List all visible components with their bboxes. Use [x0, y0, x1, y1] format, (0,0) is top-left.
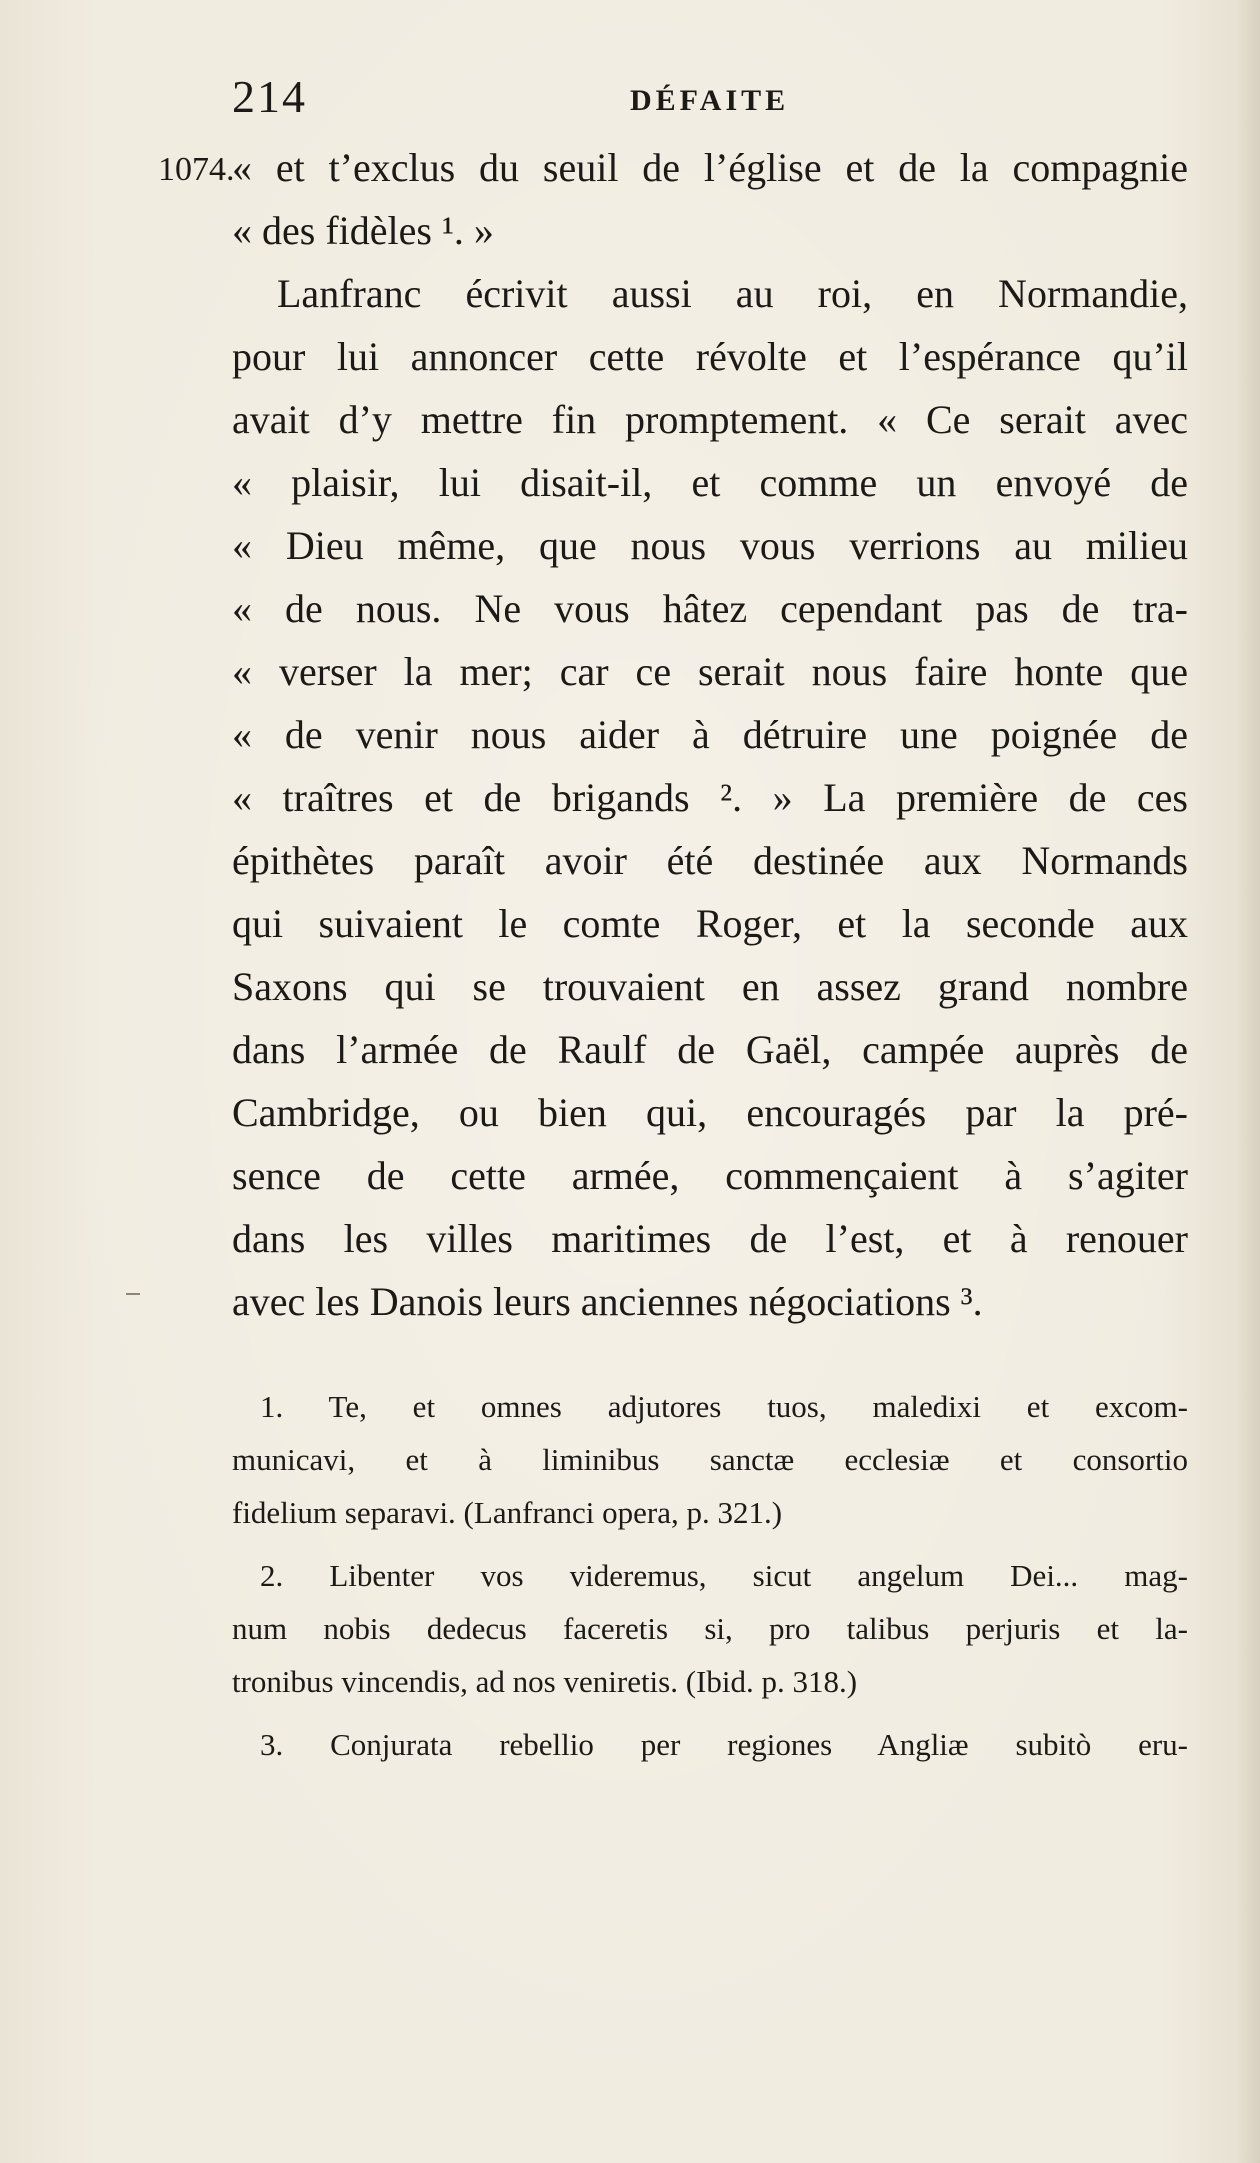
text-line: « des fidèles ¹. » — [232, 208, 494, 253]
main-text — [232, 136, 1188, 1333]
page-edge-shade — [1238, 0, 1260, 2163]
text-line: Cambridge, ou bien qui, encouragés par la pré- — [232, 1090, 1188, 1135]
text-line: épithètes paraît avoir été destinée aux Normands — [232, 838, 1188, 883]
footnote-2 — [232, 1549, 1188, 1708]
text-line: avec les Danois leurs anciennes négociations ³. — [232, 1279, 983, 1324]
footnote-line: 1. Te, et omnes adjutores tuos, maledixi et excom- — [260, 1389, 1188, 1424]
text-line: qui suivaient le comte Roger, et la seconde aux — [232, 901, 1188, 946]
text-line: Saxons qui se trouvaient en assez grand nombre — [232, 964, 1188, 1009]
text-line: sence de cette armée, commençaient à s’agiter — [232, 1153, 1188, 1198]
text-line: « de venir nous aider à détruire une poignée de — [232, 712, 1188, 757]
text-line: « et t’exclus du seuil de l’église et de la compagnie — [232, 145, 1188, 190]
text-line: « plaisir, lui disait-il, et comme un envoyé de — [232, 460, 1188, 505]
footnote-line: fidelium separavi. (Lanfranci opera, p. 321.) — [232, 1495, 783, 1530]
page-number: 214 — [232, 71, 307, 122]
footnote-line: municavi, et à liminibus sanctæ ecclesiæ et consortio — [232, 1442, 1188, 1477]
footnote-line: 2. Libenter vos videremus, sicut angelum Dei... mag- — [260, 1558, 1188, 1593]
text-line: « de nous. Ne vous hâtez cependant pas de tra- — [232, 586, 1188, 631]
footnote-line: 3. Conjurata rebellio per regiones Angliæ subitò eru- — [260, 1727, 1188, 1762]
text-line: « Dieu même, que nous vous verrions au milieu — [232, 523, 1188, 568]
footnote-line: num nobis dedecus faceretis si, pro talibus perjuris et la- — [232, 1611, 1188, 1646]
text-line: « traîtres et de brigands ². » La première de ces — [232, 775, 1188, 820]
running-title: DÉFAITE — [630, 84, 790, 117]
text-line: Lanfranc écrivit aussi au roi, en Normandie, — [277, 271, 1188, 316]
footnote-1 — [232, 1380, 1188, 1539]
text-line: dans les villes maritimes de l’est, et à renouer — [232, 1216, 1188, 1261]
text-line: avait d’y mettre fin promptement. « Ce serait avec — [232, 397, 1188, 442]
text-line: pour lui annoncer cette révolte et l’espérance qu’il — [232, 334, 1188, 379]
text-line: « verser la mer; car ce serait nous faire honte que — [232, 649, 1188, 694]
text-line: dans l’armée de Raulf de Gaël, campée auprès de — [232, 1027, 1188, 1072]
footnote-line: tronibus vincendis, ad nos veniretis. (Ibid. p. 318.) — [232, 1664, 858, 1699]
page-header — [232, 62, 1188, 132]
footnotes — [232, 1380, 1188, 1771]
footnote-3 — [232, 1718, 1188, 1771]
margin-year: 1074. — [158, 151, 235, 188]
margin-mark — [126, 1293, 140, 1295]
